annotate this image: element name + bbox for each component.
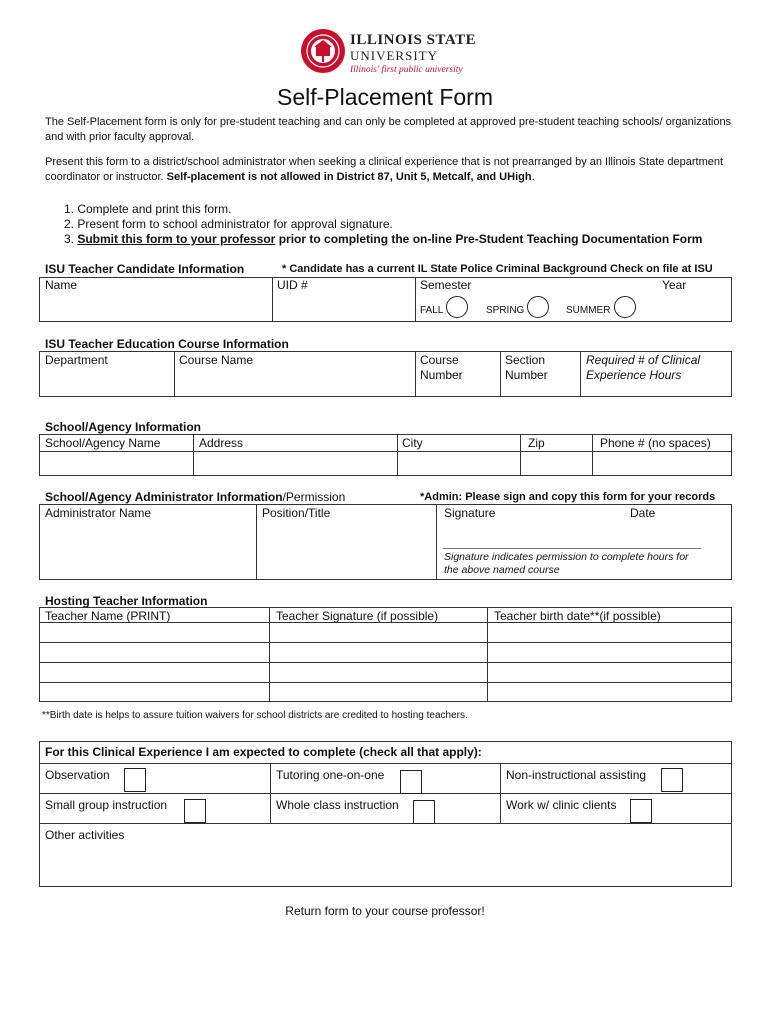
- spring-label: SPRING: [486, 305, 525, 316]
- course-name-field[interactable]: Course Name: [179, 353, 254, 367]
- summer-radio[interactable]: [614, 296, 636, 318]
- teacher-name-field[interactable]: Teacher Name (PRINT): [45, 609, 171, 623]
- position-field[interactable]: Position/Title: [262, 506, 331, 520]
- admin-header: [45, 490, 345, 504]
- noninstructional-label: Non-instructional assisting: [506, 768, 647, 782]
- other-activities-field[interactable]: Other activities: [45, 828, 125, 842]
- footer-instruction: Return form to your course professor!: [285, 904, 485, 918]
- step-3-number: 3.: [64, 232, 78, 246]
- department-field[interactable]: Department: [45, 353, 108, 367]
- signature-note: [444, 551, 689, 577]
- required-hours-field[interactable]: [586, 353, 700, 383]
- section-label-1: Section: [505, 353, 546, 367]
- course-number-field[interactable]: [420, 353, 463, 383]
- intro-paragraph-2: [45, 155, 735, 185]
- tutoring-checkbox[interactable]: [400, 770, 422, 794]
- form-title: Self-Placement Form: [276, 84, 493, 110]
- school-name-field[interactable]: School/Agency Name: [45, 436, 161, 450]
- logo-tagline: Illinois' first public university: [350, 65, 463, 75]
- admin-name-field[interactable]: Administrator Name: [45, 506, 152, 520]
- zip-field[interactable]: Zip: [528, 436, 545, 450]
- section-label-2: Number: [505, 368, 548, 382]
- signature-note-1: Signature indicates permission to complete hours for: [444, 551, 689, 563]
- step-3-rest: prior to completing the on-line Pre-Student Teaching Documentation Form: [275, 232, 703, 246]
- host-header: Hosting Teacher Information: [45, 594, 208, 608]
- candidate-header: ISU Teacher Candidate Information: [45, 262, 245, 276]
- school-header: School/Agency Information: [45, 420, 202, 434]
- clinic-label: Work w/ clinic clients: [506, 798, 617, 812]
- background-check-note: * Candidate has a current IL State Police Criminal Background Check on file at ISU: [282, 263, 713, 275]
- small-group-label: Small group instruction: [45, 798, 168, 812]
- signature-label: Signature: [444, 506, 496, 520]
- experience-header: For this Clinical Experience I am expected to complete (check all that apply):: [45, 745, 482, 759]
- teacher-signature-field[interactable]: Teacher Signature (if possible): [276, 609, 439, 623]
- birth-note: **Birth date is helps to assure tuition waivers for school districts are credited to hosting teachers.: [42, 710, 468, 721]
- intro-paragraph-1: The Self-Placement form is only for pre-student teaching and can only be completed at approved pre-student teaching schools/ organizations and with prior faculty approval.: [45, 116, 732, 143]
- uid-field[interactable]: UID #: [277, 278, 308, 292]
- intro-restriction: Self-placement is not allowed in District 87, Unit 5, Metcalf, and UHigh: [166, 171, 532, 183]
- teacher-birth-field[interactable]: Teacher birth date**(if possible): [494, 609, 661, 623]
- noninstructional-checkbox[interactable]: [661, 768, 683, 792]
- name-field[interactable]: Name: [45, 278, 78, 292]
- signature-line[interactable]: [443, 548, 701, 549]
- whole-class-label: Whole class instruction: [276, 798, 399, 812]
- year-field[interactable]: Year: [662, 278, 687, 292]
- intro-end: .: [531, 171, 535, 183]
- summer-label: SUMMER: [566, 305, 611, 316]
- step-1: 1. Complete and print this form.: [64, 202, 232, 216]
- required-label-1: Required # of Clinical: [586, 353, 701, 367]
- date-label: Date: [630, 506, 656, 520]
- intro-text: Present this form to a district/school administrator when seeking a clinical experience that is not prearranged by an Illinois State department coordinator or instructor.: [45, 156, 724, 183]
- fall-label: FALL: [420, 305, 444, 316]
- course-number-label-1: Course: [420, 353, 459, 367]
- logo-university: UNIVERSITY: [350, 48, 438, 63]
- observation-checkbox[interactable]: [124, 768, 146, 792]
- address-field[interactable]: Address: [199, 436, 244, 450]
- whole-class-checkbox[interactable]: [413, 800, 435, 824]
- university-seal-icon: [300, 28, 346, 74]
- step-3-submit: Submit this form to your professor: [77, 232, 276, 246]
- admin-header-bold: School/Agency Administrator Information: [45, 490, 283, 504]
- course-number-label-2: Number: [420, 368, 463, 382]
- required-label-2: Experience Hours: [586, 368, 682, 382]
- signature-note-2: the above named course: [444, 564, 560, 576]
- university-logo: [300, 28, 480, 80]
- tutoring-label: Tutoring one-on-one: [276, 768, 385, 782]
- section-number-field[interactable]: [505, 353, 548, 383]
- city-field[interactable]: City: [402, 436, 423, 450]
- admin-note: *Admin: Please sign and copy this form for your records: [420, 491, 716, 503]
- fall-radio[interactable]: [446, 296, 468, 318]
- admin-header-permission: /Permission: [282, 490, 346, 504]
- clinic-checkbox[interactable]: [630, 799, 652, 823]
- semester-label: Semester: [420, 278, 472, 292]
- logo-name: ILLINOIS STATE: [350, 32, 477, 48]
- step-2: 2. Present form to school administrator for approval signature.: [64, 217, 393, 231]
- phone-field[interactable]: Phone # (no spaces): [600, 436, 711, 450]
- course-header: ISU Teacher Education Course Information: [45, 337, 289, 351]
- instruction-steps: [64, 202, 702, 247]
- small-group-checkbox[interactable]: [184, 799, 206, 823]
- observation-label: Observation: [45, 768, 110, 782]
- spring-radio[interactable]: [527, 296, 549, 318]
- step-3: [64, 232, 702, 247]
